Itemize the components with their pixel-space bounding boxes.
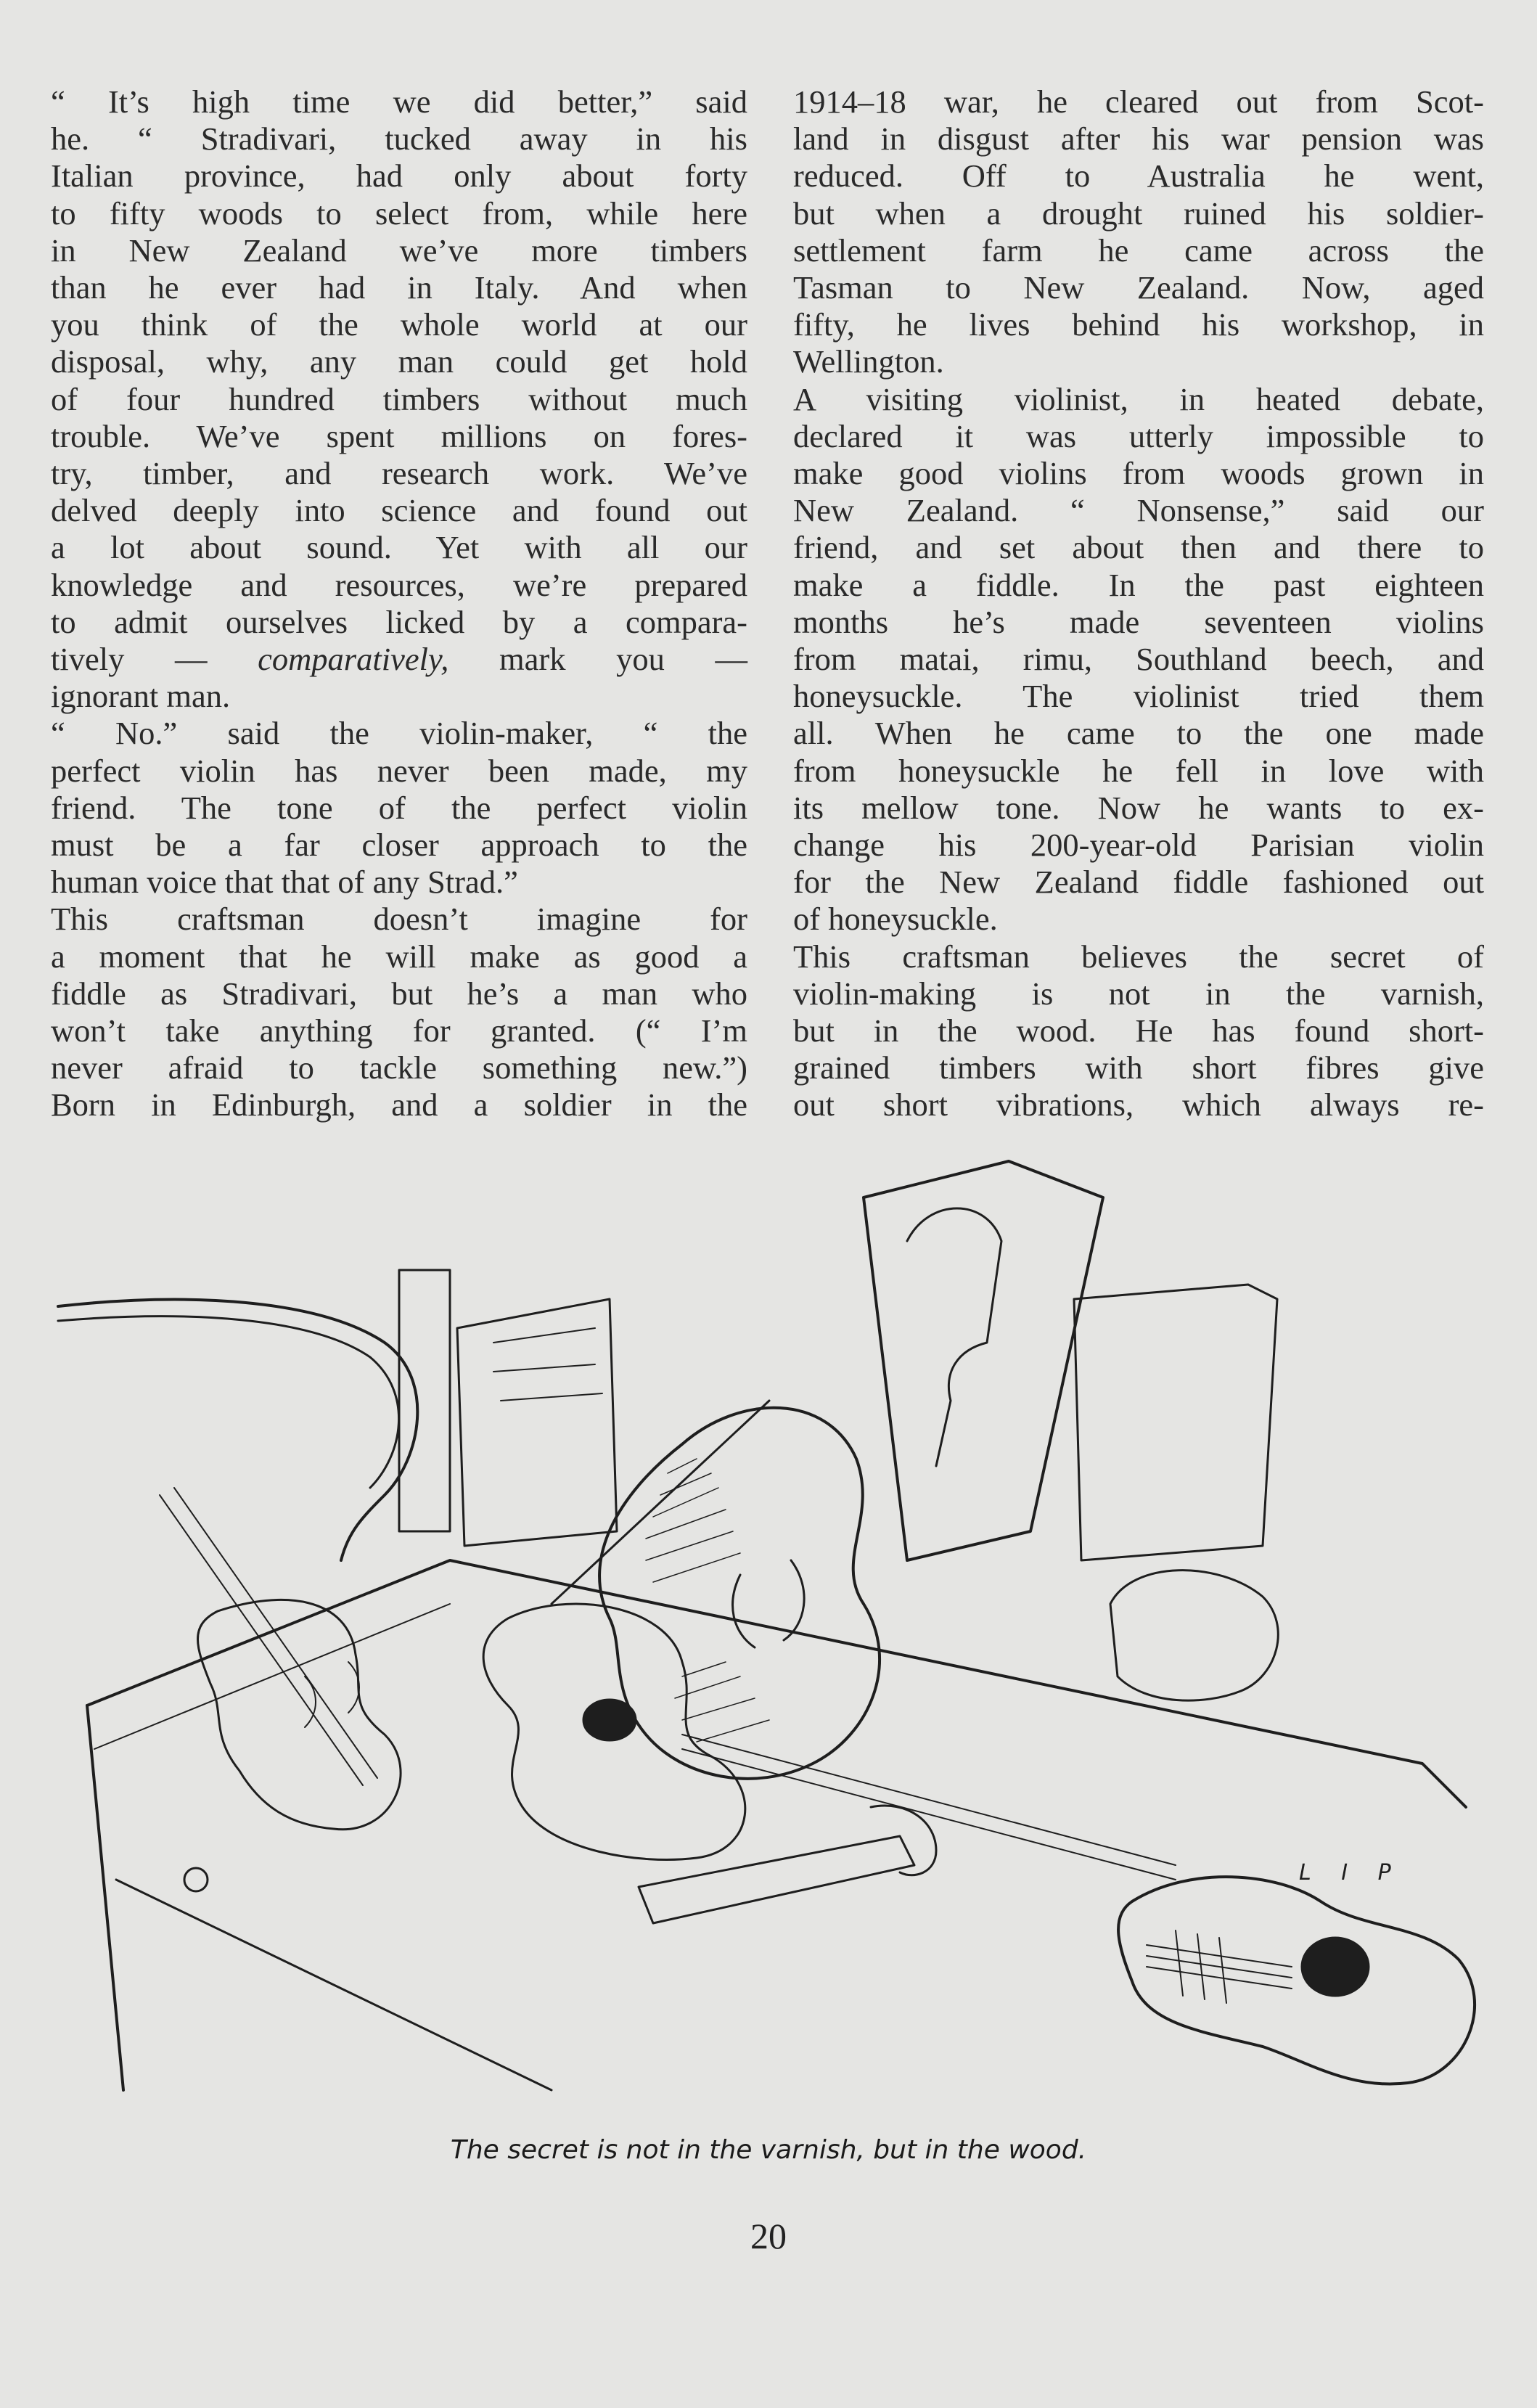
line-text: never afraid to tackle something new.”) bbox=[51, 1049, 747, 1086]
text-line bbox=[793, 678, 1484, 715]
line-text: Wellington. bbox=[793, 343, 944, 380]
line-text: than he ever had in Italy. And when bbox=[51, 269, 747, 306]
text-line bbox=[793, 492, 1484, 529]
line-text: must be a far closer approach to the bbox=[51, 827, 747, 864]
text-line bbox=[793, 604, 1484, 641]
line-text: for the New Zealand fiddle fashioned out bbox=[793, 864, 1484, 901]
text-line bbox=[51, 604, 747, 641]
text-line bbox=[51, 232, 747, 269]
text-line bbox=[793, 120, 1484, 157]
text-line bbox=[51, 975, 747, 1012]
text-line bbox=[51, 120, 747, 157]
line-text: tively — bbox=[51, 641, 258, 678]
line-text: friend, and set about then and there to bbox=[793, 529, 1484, 566]
line-text: of honeysuckle. bbox=[793, 901, 998, 938]
text-line bbox=[51, 1012, 747, 1049]
line-text: land in disgust after his war pension was bbox=[793, 120, 1484, 157]
text-line bbox=[51, 529, 747, 566]
text-line bbox=[51, 492, 747, 529]
line-text: out short vibrations, which always re- bbox=[793, 1086, 1484, 1123]
text-line bbox=[793, 864, 1484, 901]
text-line bbox=[51, 269, 747, 306]
text-line bbox=[51, 864, 747, 901]
page-number: 20 bbox=[750, 2216, 787, 2256]
line-text: New Zealand. “ Nonsense,” said our bbox=[793, 492, 1484, 529]
text-line bbox=[793, 83, 1484, 120]
line-text: he. “ Stradivari, tucked away in his bbox=[51, 120, 747, 157]
text-line bbox=[793, 715, 1484, 752]
text-line bbox=[793, 1012, 1484, 1049]
line-text: change his 200-year-old Parisian violin bbox=[793, 827, 1484, 864]
text-line bbox=[51, 641, 747, 678]
line-text: “ No.” said the violin-maker, “ the bbox=[51, 715, 747, 752]
illustration-signature: L I P bbox=[1299, 1860, 1403, 1885]
line-text: Born in Edinburgh, and a soldier in the bbox=[51, 1086, 747, 1123]
line-text: reduced. Off to Australia he went, bbox=[793, 157, 1484, 194]
line-text: make good violins from woods grown in bbox=[793, 455, 1484, 492]
line-text: Italian province, had only about forty bbox=[51, 157, 747, 194]
line-text: ignorant man. bbox=[51, 678, 231, 715]
line-text: months he’s made seventeen violins bbox=[793, 603, 1484, 640]
text-line bbox=[793, 232, 1484, 269]
line-text: a lot about sound. Yet with all our bbox=[51, 529, 747, 566]
text-line bbox=[51, 715, 747, 752]
line-text: human voice that that of any Strad.” bbox=[51, 864, 518, 901]
line-text: from honeysuckle he fell in love with bbox=[793, 752, 1484, 789]
line-text: violin-making is not in the varnish, bbox=[793, 975, 1484, 1012]
line-text: to fifty woods to select from, while here bbox=[51, 194, 747, 232]
text-line bbox=[793, 641, 1484, 678]
text-line bbox=[793, 269, 1484, 306]
line-text: knowledge and resources, we’re prepared bbox=[51, 566, 747, 603]
text-line bbox=[51, 901, 747, 938]
text-line bbox=[793, 827, 1484, 864]
text-line bbox=[793, 901, 1484, 938]
text-line bbox=[51, 678, 747, 715]
text-line bbox=[793, 343, 1484, 380]
line-text: a moment that he will make as good a bbox=[51, 938, 747, 975]
line-text: all. When he came to the one made bbox=[793, 715, 1484, 752]
text-line bbox=[793, 306, 1484, 343]
text-line bbox=[793, 1049, 1484, 1086]
text-line bbox=[51, 753, 747, 790]
line-text: declared it was utterly impossible to bbox=[793, 417, 1484, 454]
text-line bbox=[793, 455, 1484, 492]
text-line bbox=[51, 306, 747, 343]
text-line bbox=[793, 157, 1484, 194]
text-line bbox=[793, 567, 1484, 604]
text-line bbox=[51, 83, 747, 120]
line-text: from matai, rimu, Southland beech, and bbox=[793, 641, 1484, 678]
line-text: to admit ourselves licked by a compara- bbox=[51, 603, 747, 640]
text-line bbox=[51, 381, 747, 418]
text-line bbox=[51, 157, 747, 194]
line-text: trouble. We’ve spent millions on fores- bbox=[51, 417, 747, 454]
right-text-column bbox=[793, 83, 1484, 1124]
text-line bbox=[793, 529, 1484, 566]
line-text: friend. The tone of the perfect violin bbox=[51, 789, 747, 826]
line-text: 1914–18 war, he cleared out from Scot- bbox=[793, 83, 1484, 120]
line-text: its mellow tone. Now he wants to ex- bbox=[793, 789, 1484, 826]
text-line bbox=[793, 753, 1484, 790]
line-text: try, timber, and research work. We’ve bbox=[51, 455, 747, 492]
line-text: fifty, he lives behind his workshop, in bbox=[793, 306, 1484, 343]
text-line bbox=[793, 418, 1484, 455]
italic-emphasis: comparatively, bbox=[258, 641, 449, 678]
line-text: in New Zealand we’ve more timbers bbox=[51, 232, 747, 269]
line-text: “ It’s high time we did better,” said bbox=[51, 83, 747, 120]
line-text: delved deeply into science and found out bbox=[51, 492, 747, 529]
violin-workshop-illustration bbox=[44, 1154, 1495, 2119]
line-text: of four hundred timbers without much bbox=[51, 380, 747, 417]
text-line bbox=[51, 827, 747, 864]
text-line bbox=[51, 195, 747, 232]
line-text: This craftsman believes the secret of bbox=[793, 938, 1484, 975]
line-text: but when a drought ruined his soldier- bbox=[793, 194, 1484, 232]
text-line bbox=[51, 1049, 747, 1086]
text-line bbox=[793, 790, 1484, 827]
line-text: but in the wood. He has found short- bbox=[793, 1012, 1484, 1049]
line-text: you think of the whole world at our bbox=[51, 306, 747, 343]
line-text: make a fiddle. In the past eighteen bbox=[793, 566, 1484, 603]
line-text: Tasman to New Zealand. Now, aged bbox=[793, 269, 1484, 306]
line-text: settlement farm he came across the bbox=[793, 232, 1484, 269]
text-line bbox=[793, 1086, 1484, 1123]
line-text: fiddle as Stradivari, but he’s a man who bbox=[51, 975, 747, 1012]
left-text-column bbox=[51, 83, 747, 1124]
line-text: honeysuckle. The violinist tried them bbox=[793, 678, 1484, 715]
line-text: perfect violin has never been made, my bbox=[51, 752, 747, 789]
text-line bbox=[51, 455, 747, 492]
text-line bbox=[793, 938, 1484, 975]
text-line bbox=[51, 790, 747, 827]
line-text: won’t take anything for granted. (“ I’m bbox=[51, 1012, 747, 1049]
text-line bbox=[51, 418, 747, 455]
text-line bbox=[51, 938, 747, 975]
text-line bbox=[51, 343, 747, 380]
line-text: grained timbers with short fibres give bbox=[793, 1049, 1484, 1086]
text-line bbox=[51, 1086, 747, 1123]
text-line bbox=[793, 195, 1484, 232]
text-line bbox=[51, 567, 747, 604]
line-text-after: mark you — bbox=[448, 641, 747, 678]
figure-caption: The secret is not in the varnish, but in the wood. bbox=[450, 2135, 1087, 2165]
line-text: disposal, why, any man could get hold bbox=[51, 343, 747, 380]
line-text: A visiting violinist, in heated debate, bbox=[793, 380, 1484, 417]
line-text: This craftsman doesn’t imagine for bbox=[51, 901, 747, 938]
text-line bbox=[793, 381, 1484, 418]
text-line bbox=[793, 975, 1484, 1012]
